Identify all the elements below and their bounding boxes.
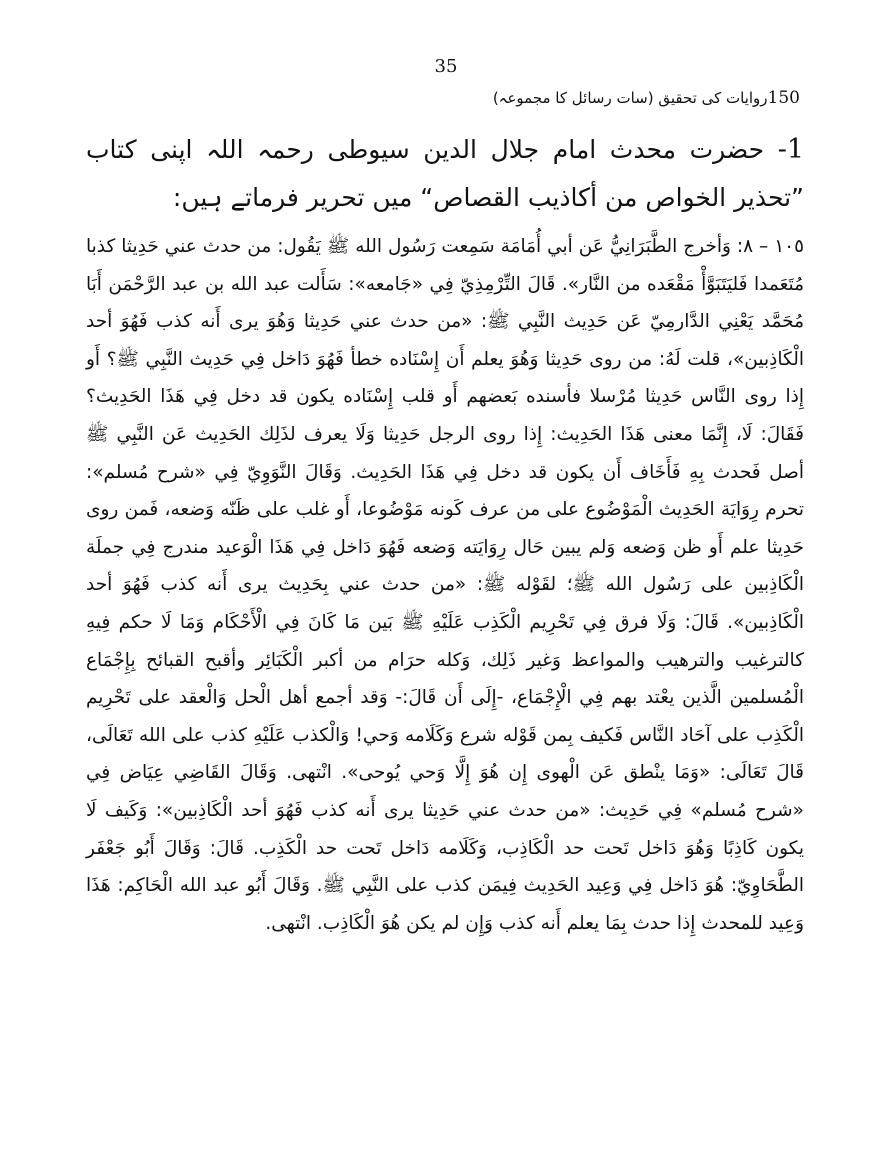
running-header <box>493 88 800 108</box>
running-header-title: روایات کی تحقیق (سات رسائل کا مجموعہ) <box>492 89 768 107</box>
body-text-block <box>86 228 804 942</box>
section-heading-text: حضرت محدث امام جلال الدین سیوطی رحمہ اللہ اپنی کتاب ”تحذیر الخواص من أکاذیب القصاص“ میں تحریر فرماتے ہیں: <box>86 135 804 212</box>
running-header-number: 150 <box>767 88 800 108</box>
page-number: 35 <box>434 56 458 77</box>
section-heading-number: 1- <box>777 134 804 165</box>
section-heading <box>86 126 804 222</box>
body-paragraph: ١٠٥ – ٨: وَأخرج الطَّبَرَانِيُّ عَن أبي أُمَامَة سَمِعت رَسُول الله ﷺ يَقُول: من حدث عني حَدِيثا كذبا مُتَعَمدا فَليَتَبَوَّأْ مَقْعَده من النَّار». قَالَ التِّرْمِذِيّ فِي «جَامعه»: سَأَلت عبد الله بن عبد الرَّحْمَن أَبَا مُحَمَّد يَعْنِي الدَّارمِيّ عَن حَدِيث النَّبِي ﷺ: «من حدث عني حَدِيثا وَهُوَ يرى أَنه كذب فَهُوَ أحد الْكَاذِبين»، قلت لَهُ: من روى حَدِيثا وَهُوَ يعلم أَن إِسْنَاده خطأ فَهُوَ دَاخل فِي حَدِيث النَّبِي ﷺ؟ أَو إِذا روى النَّاس حَدِيثا مُرْسلا فأسنده بَعضهم أَو قلب إِسْنَاده يكون قد دخل فِي هَذَا الحَدِيث؟ فَقَالَ: لَا، إِنَّمَا معنى هَذَا الحَدِيث: إِذا روى الرجل حَدِيثا وَلَا يعرف لذَلِك الحَدِيث عَن النَّبِي ﷺ أصل فَحدث بِهِ فَأَخَاف أَن يكون قد دخل فِي هَذَا الحَدِيث. وَقَالَ النَّوَوِيّ فِي «شرح مُسلم»: تحرم رِوَايَة الحَدِيث الْمَوْضُوع على من عرف كَونه مَوْضُوعا، أَو غلب على ظَنّه وَضعه، فَمن روى حَدِيثا علم أَو ظن وَضعه وَلم يبين حَال رِوَايَته وَضعه فَهُوَ دَاخل فِي هَذَا الْوَعيد مندرج فِي جملَة الْكَاذِبين على رَسُول الله ﷺ؛ لقَوْله ﷺ: «من حدث عني بِحَدِيث يرى أَنه كذب فَهُوَ أحد الْكَاذِبين». قَالَ: وَلَا فرق فِي تَحْرِيم الْكَذِب عَلَيْهِ ﷺ بَين مَا كَانَ فِي الْأَحْكَام وَمَا لَا حكم فِيهِ كالترغيب والترهيب والمواعظ وَغير ذَلِك، وَكله حرَام من أكبر الْكَبَائِر وأقبح القبائح بِإِجْمَاع الْمُسلمين الَّذين يعْتد بهم فِي الْإِجْمَاع، -إِلَى أَن قَالَ:- وَقد أجمع أهل الْحل وَالْعقد على تَحْرِيم الْكَذِب على آحَاد النَّاس فَكيف بِمن قَوْله شرع وَكَلَامه وَحي! وَالْكذب عَلَيْهِ كذب على الله تَعَالَى، قَالَ تَعَالَى: «وَمَا ينْطق عَن الْهوى إِن هُوَ إِلَّا وَحي يُوحى». انْتهى. وَقَالَ القَاضِي عِيَاض فِي «شرح مُسلم» فِي حَدِيث: «من حدث عني حَدِيثا يرى أَنه كذب فَهُوَ أحد الْكَاذِبين»: وَكَيف لَا يكون كَاذِبًا وَهُوَ دَاخل تَحت حد الْكَاذِب، وَكَلَامه دَاخل تَحت حد الْكَذِب. قَالَ: وَقَالَ أَبُو جَعْفَر الطَّحَاوِيّ: هُوَ دَاخل فِي وَعِيد الحَدِيث فِيمَن كذب على النَّبِي ﷺ. وَقَالَ أَبُو عبد الله الْحَاكِم: هَذَا وَعِيد للمحدث إِذا حدث بِمَا يعلم أَنه كذب وَإِن لم يكن هُوَ الْكَاذِب. انْتهى. <box>86 236 805 934</box>
